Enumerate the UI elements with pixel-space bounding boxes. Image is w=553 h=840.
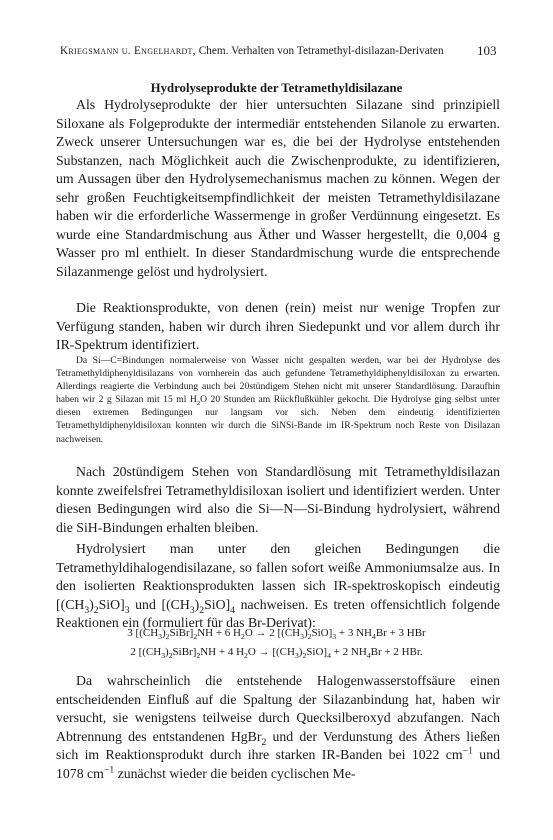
- header-authors: Kriegsmann u. Engelhardt,: [60, 45, 196, 57]
- equation-1: 3 $[(CH_3)_2SiBr]_2NH + 6$ $H_2O \to 2$ $[(CH_3)_2SiO]_3 + 3$ $NH_4Br + 3$ HBr: [127, 627, 426, 642]
- paragraph-5: Da wahrscheinlich die entstehende Halogenwasserstoffsäure einen entscheidenden Einfluß auf die Spaltung der Silazanbindung hat, haben wir versucht, sie wenigstens teilweise durch Quecksilberoxyd abzufangen. Nach Abtrennung des entstandenen HgBr$_2$ und der Verdunstung des Äthers ließen sich im Reaktionsprodukt durch ihre starken IR-Banden bei 1022 $cm^{-1}$ und 1078 $cm^{-1}$ zunächst wieder die beiden cyclischen Me-: [56, 673, 501, 781]
- page-number: 103: [477, 43, 497, 58]
- paragraph-2: Die Reaktionsprodukte, von denen (rein) meist nur wenige Tropfen zur Verfügung standen, haben wir durch ihren Siedepunkt und vor allem durch ihr IR-Spektrum identifiziert.: [56, 300, 500, 353]
- section-title: Hydrolyseprodukte der Tetramethyldisilazane: [150, 81, 403, 95]
- equation-2: 2 $[(CH_3)_2SiBr]_2NH + 4$ $H_2O \to [(CH_3)_2SiO]_4 + 2$ $NH_4Br + 2$ HBr.: [130, 646, 423, 661]
- paragraph-1: Als Hydrolyseprodukte der hier untersuchten Silazane sind prinzipiell Siloxane als Folgeprodukte der intermediär entstehenden Silanole zu erwarten. Zweck unserer Untersuchungen war es, die bei der Hydrolyse entstehenden Substanzen, nach Möglichkeit auch die Zwischenprodukte, zu identifizieren, um Aussagen über den Hydrolysemechanismus machen zu können. Wegen der sehr großen Feuchtigkeitsempfindlichkeit der meisten Tetramethyldisilazane haben wir die erforderliche Wassermenge in großer Verdünnung eingesetzt. Es wurde eine Standardmischung aus Äther und Wasser hergestellt, die 0,004 g Wasser pro ml enthielt. In dieser Standardmischung wurde die entsprechende Silazanmenge gelöst und hydrolysiert.: [56, 97, 500, 279]
- header-title: Chem. Verhalten von Tetramethyl-disilazan-Derivaten: [198, 45, 444, 57]
- paragraph-3: Nach 20stündigem Stehen von Standardlösung mit Tetramethyldisilazan konnte zweifelsfrei Tetramethyldisiloxan isoliert und identifiziert werden. Unter diesen Bedingungen wird also die Si—N—Si-Bindung hydrolysiert, während die SiH-Bindungen erhalten bleiben.: [56, 464, 500, 535]
- paragraph-4: Hydrolysiert man unter den gleichen Bedingungen die Tetramethyldihalogendisilazane, so fallen sofort weiße Ammoniumsalze aus. In den isolierten Reaktionsprodukten lassen sich IR-spektroskopisch eindeutig $[(CH_3)_2SiO]_3$ und $[(CH_3)_2SiO]_4$ nachweisen. Es treten offensichtlich folgende Reaktionen ein (formuliert für das Br-Derivat):: [56, 541, 500, 631]
- running-header: [60, 45, 500, 57]
- small-print-note: Da Si—C=Bindungen normalerweise von Wasser nicht gespalten werden, war bei der Hydrolyse des Tetramethyldiphenyldisilazans von vornherein das auch gefundene Tetramethyldiphenyldisiloxan zu erwarten. Allerdings reagierte die Verbindung auch bei 20stündigem Stehen nicht mit unserer Standardlösung. Daraufhin haben wir 2 g Silazan mit 15 ml $H_2O$ 20 Stunden am Rückflußkühler gekocht. Die Hydrolyse ging selbst unter diesen extremen Bedingungen nur langsam vor sich. Neben dem eindeutig identifizierten Tetramethyldiphenyldisiloxan konnten wir durch die SiNSi-Bande im IR-Spektrum noch Reste von Disilazan nachweisen.: [56, 355, 500, 445]
